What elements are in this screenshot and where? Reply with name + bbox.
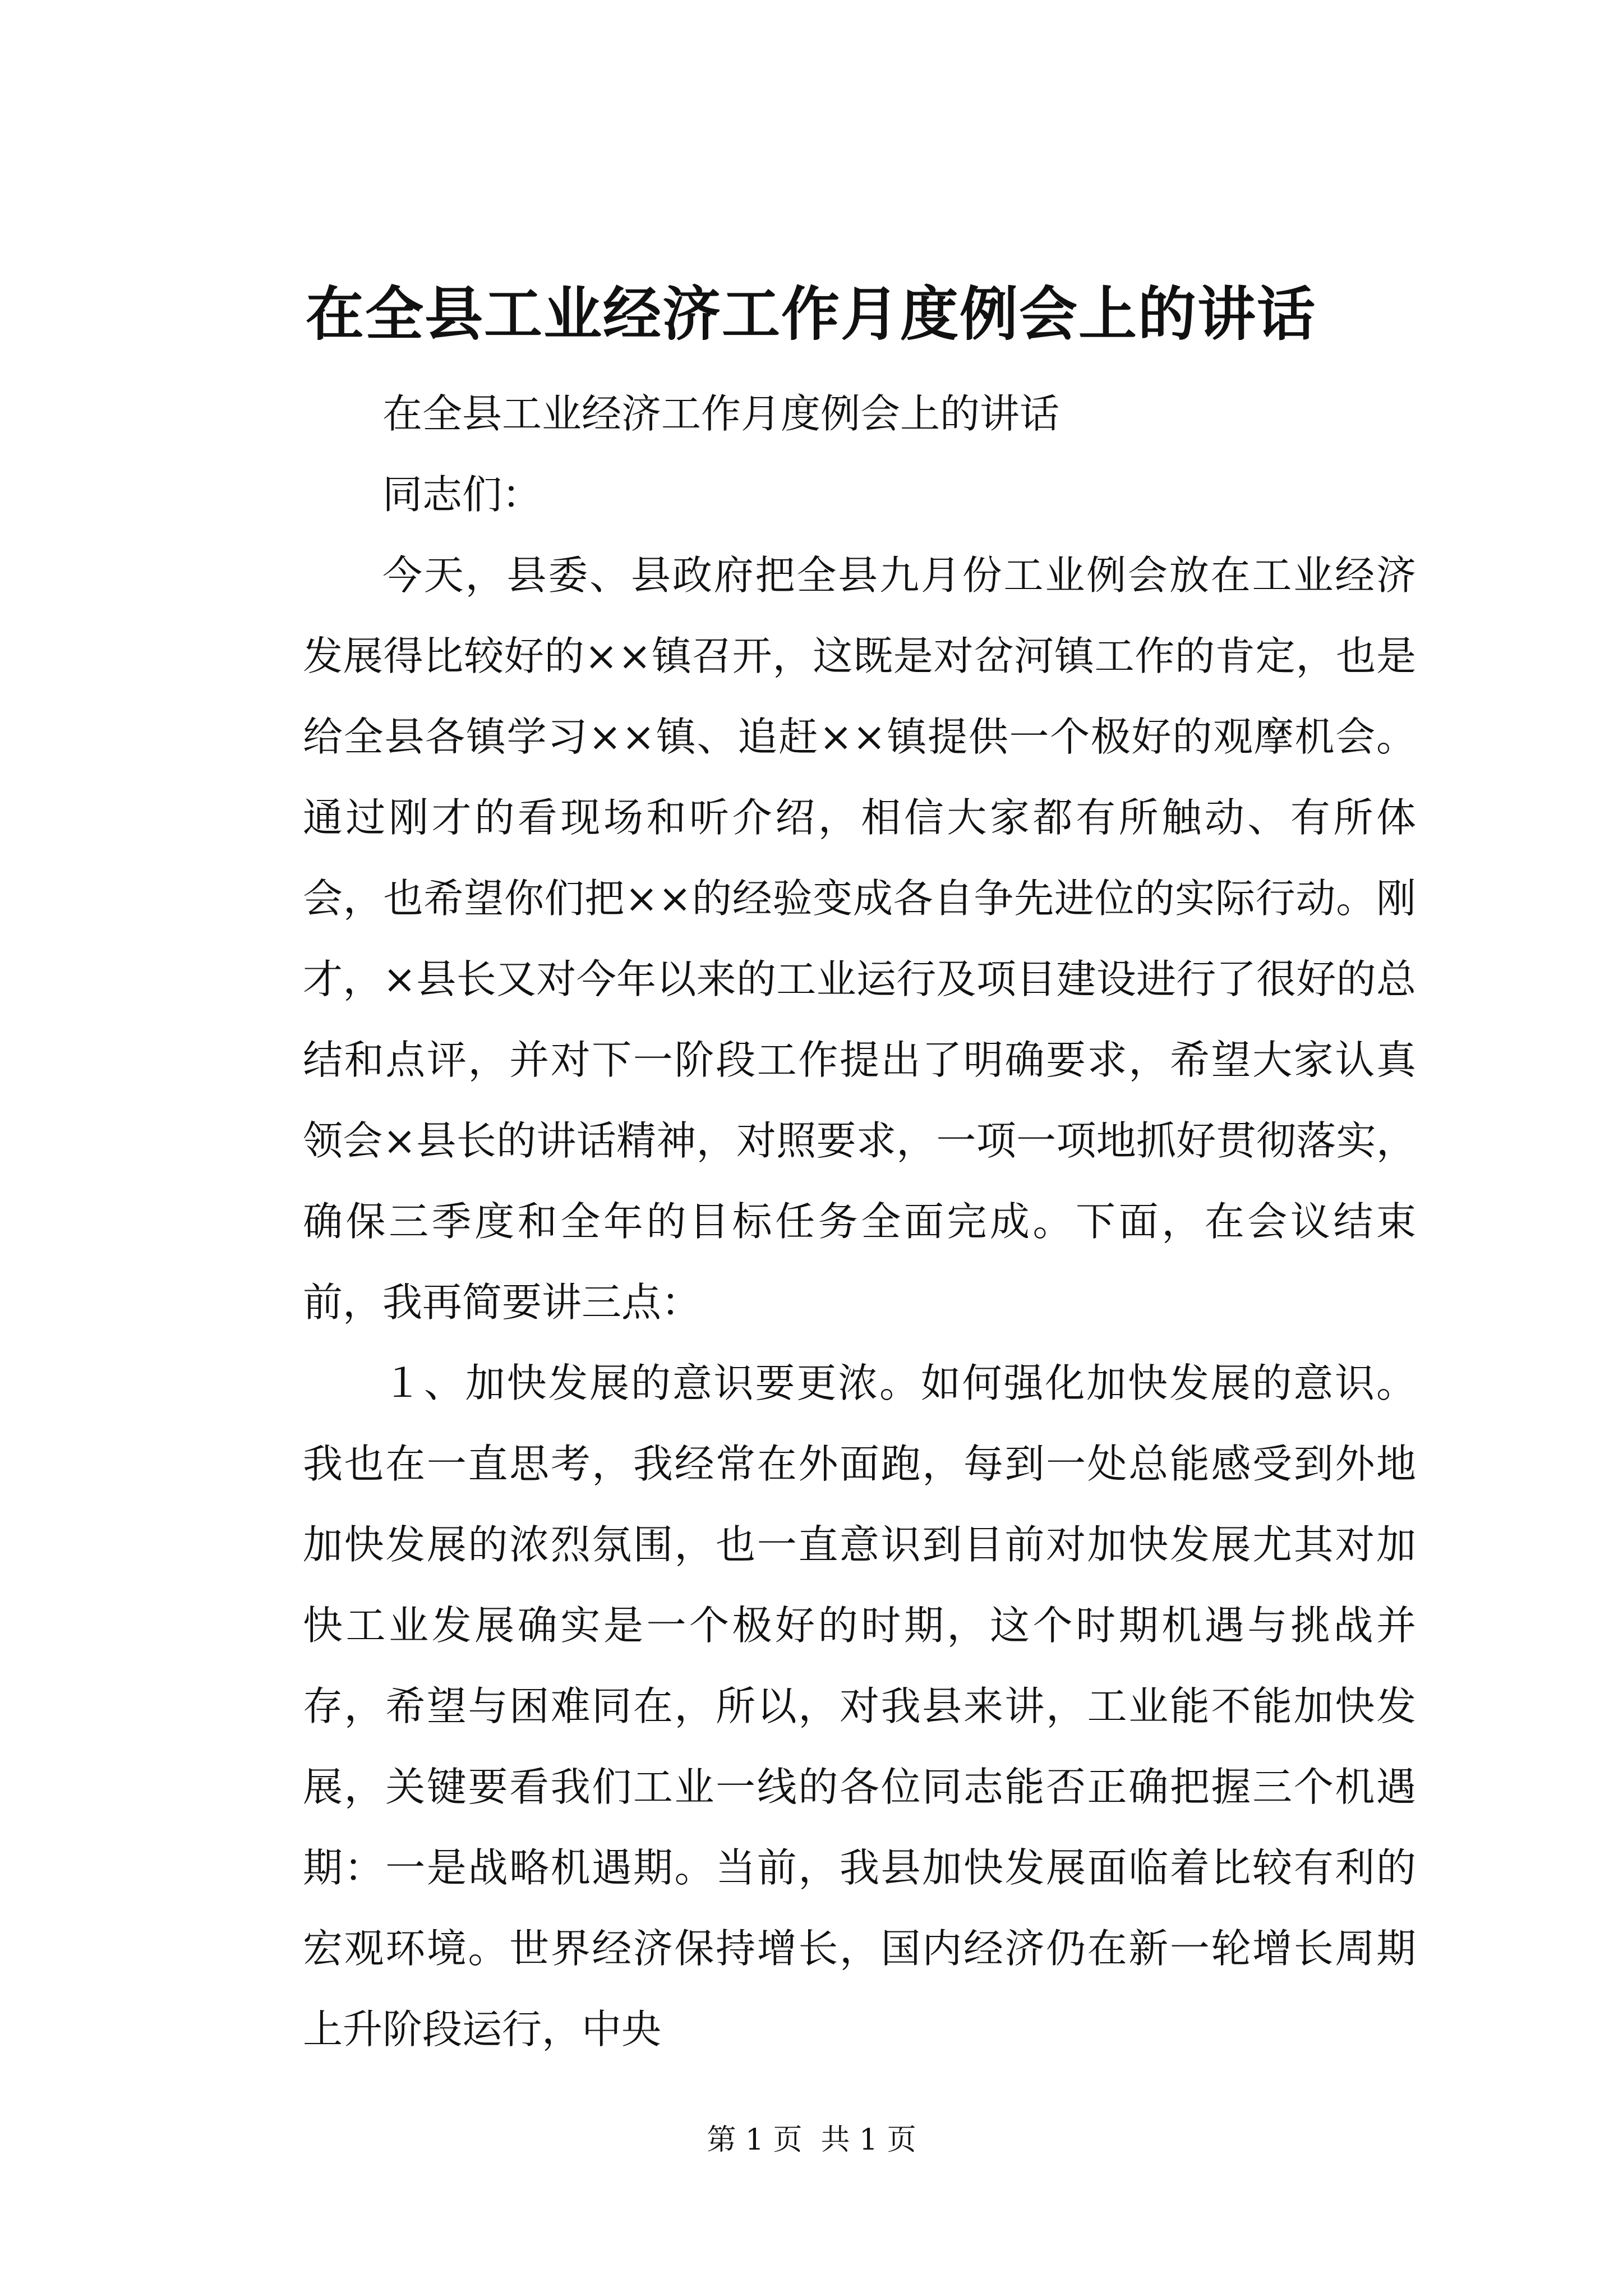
- document-title: 在全县工业经济工作月度例会上的讲话: [306, 279, 1317, 348]
- page-footer: 第 1 页 共 1 页: [707, 2123, 916, 2157]
- body-paragraph: 今天，县委、县政府把全县九月份工业例会放在工业经济发展得比较好的××镇召开，这既是对岔河镇工作的肯定，也是给全县各镇学习××镇、追赶××镇提供一个极好的观摩机会。通过刚才的看现场和听介绍，相信大家都有所触动、有所体会，也希望你们把××的经验变成各自争先进位的实际行动。刚才，×县长又对今年以来的工业运行及项目建设进行了很好的总结和点评，并对下一阶段工作提出了明确要求，希望大家认真领会×县长的讲话精神，对照要求，一项一项地抓好贯彻落实，确保三季度和全年的目标任务全面完成。下面，在会议结束前，我再简要讲三点：: [303, 552, 1416, 1326]
- salutation: 同志们：: [382, 471, 542, 518]
- document-subtitle: 在全县工业经济工作月度例会上的讲话: [382, 390, 1060, 437]
- document-body: [303, 374, 1416, 2070]
- body-paragraph: １、加快发展的意识要更浓。如何强化加快发展的意识。我也在一直思考，我经常在外面跑，每到一处总能感受到外地加快发展的浓烈氛围，也一直意识到目前对加快发展尤其对加快工业发展确实是一个极好的时期，这个时期机遇与挑战并存，希望与困难同在，所以，对我县来讲，工业能不能加快发展，关键要看我们工业一线的各位同志能否正确把握三个机遇期：一是战略机遇期。当前，我县加快发展面临着比较有利的宏观环境。世界经济保持增长，国内经济仍在新一轮增长周期上升阶段运行，中央: [303, 1360, 1416, 2053]
